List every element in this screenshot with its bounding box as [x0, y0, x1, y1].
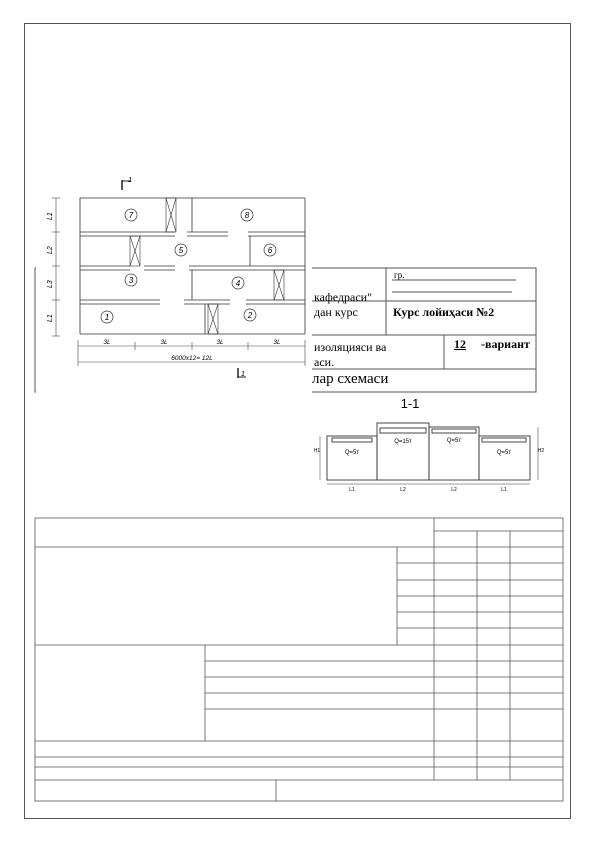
crane-capacity: Q=5т: [446, 438, 462, 444]
variant-number: 12: [454, 337, 466, 351]
section-span: L1: [349, 487, 355, 493]
room-number: 5: [178, 246, 184, 255]
room-number: 7: [128, 211, 134, 220]
span-label: 3L: [273, 339, 281, 346]
span-label: 3L: [160, 339, 168, 346]
row-label: L3: [47, 280, 54, 288]
room-number: 3: [128, 276, 134, 285]
room-number: 1: [104, 313, 110, 322]
total-length: 6000x12= 12L: [171, 355, 213, 362]
insulation-text: изоляцияси ва: [314, 340, 387, 354]
crane-capacity: Q=15т: [394, 439, 412, 445]
variant-label: -вариант: [481, 337, 530, 351]
section-span: L2: [451, 487, 457, 493]
section-span: L1: [501, 487, 507, 493]
section-title: 1-1: [400, 396, 420, 411]
room-number: 4: [235, 279, 241, 288]
span-label: 3L: [103, 339, 111, 346]
section-mark-top: 1: [128, 177, 132, 184]
row-label: L2: [47, 246, 54, 254]
section-span: L2: [400, 487, 406, 493]
project-title: Курс лойиҳаси №2: [393, 305, 495, 319]
department-text: кафедраси": [314, 290, 372, 304]
object-text: аси.: [314, 355, 335, 369]
room-number: 8: [244, 211, 250, 220]
course-text: дан курс: [314, 305, 358, 319]
group-prefix: гр.: [394, 270, 405, 280]
row-label: L1: [47, 212, 54, 220]
room-number: 2: [247, 311, 253, 320]
section-mark-bottom: 1: [241, 371, 245, 378]
height-left: H1: [313, 448, 321, 454]
span-label: 3L: [216, 339, 224, 346]
scheme-title: лар схемаси: [312, 371, 389, 387]
row-label: L1: [47, 314, 54, 322]
crane-capacity: Q=5т: [344, 450, 360, 456]
room-number: 6: [267, 246, 273, 255]
crane-capacity: Q=5т: [496, 450, 512, 456]
height-right: H2: [537, 448, 545, 454]
